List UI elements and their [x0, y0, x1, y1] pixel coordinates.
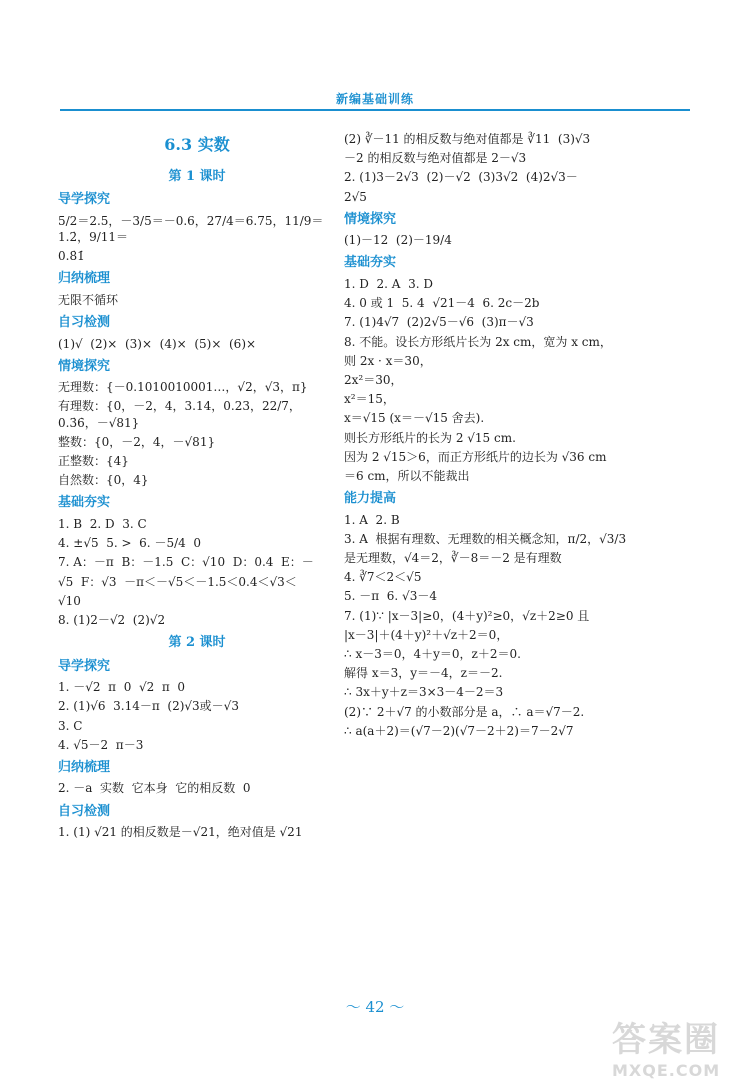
watermark-logo: 答案圈 [612, 1020, 720, 1060]
answer-line: 4. √5－2 π－3 [58, 737, 144, 752]
section-heading: 归纳梳理 [58, 271, 111, 287]
answer-line: 1. A 2. B [344, 512, 400, 527]
answer-line: |x－3|＋(4＋y)²＋√z＋2＝0， [344, 627, 509, 642]
answer-line: 4. 0 或 1 5. 4 √21－4 6. 2c－2b [344, 296, 540, 311]
section-heading: 情境探究 [344, 211, 397, 227]
section-heading: 能力提高 [344, 491, 397, 507]
answer-line: x＝√15 (x＝－√15 舍去). [344, 411, 485, 426]
answer-line: 8. 不能。设长方形纸片长为 2x cm，宽为 x cm， [344, 334, 612, 349]
header-title: 新编基础训练 [335, 92, 414, 106]
answer-line: (2)∵ 2＋√7 的小数部分是 a，∴ a＝√7－2. [344, 704, 585, 719]
answer-line: 1. (1) √21 的相反数是－√21，绝对值是 √21 [58, 825, 303, 840]
answer-line: 1. B 2. D 3. C [58, 516, 147, 531]
answer-line: 解得 x＝3，y＝－4，z＝－2. [344, 666, 503, 681]
answer-line: 因为 2 √15＞6，而正方形纸片的边长为 √36 cm [344, 449, 607, 464]
answer-line: x²＝15， [344, 392, 395, 407]
answer-line: ∴ x－3＝0，4＋y＝0，z＋2＝0. [344, 646, 521, 661]
section-heading: 导学探究 [58, 658, 111, 674]
section-heading: 归纳梳理 [58, 759, 111, 775]
answer-line: 3. A 根据有理数、无理数的相关概念知，π/2，√3/3 [344, 531, 627, 546]
answer-line: 2. －a 实数 它本身 它的相反数 0 [58, 781, 251, 796]
answer-line: ∴ 3x＋y＋z＝3×3－4－2＝3 [344, 685, 504, 700]
answer-line: 7. (1)∵ |x－3|≥0，(4＋y)²≥0，√z＋2≥0 且 [344, 608, 590, 623]
section-heading: 导学探究 [58, 192, 111, 208]
answer-line: 1. D 2. A 3. D [344, 277, 433, 292]
answer-line: 0.8̇1̇ [58, 249, 85, 264]
answer-line: (2) ∛－11 的相反数与绝对值都是 ∛11 (3)√3 [344, 132, 591, 146]
answer-line: 无限不循环 [58, 292, 119, 307]
answer-line: 7. A：－π B：－1.5 C：√10 D：0.4 E：－ [58, 555, 314, 570]
right-column [344, 128, 640, 742]
answer-line: √5 F：√3 －π＜－√5＜－1.5＜0.4＜√3＜ [58, 574, 297, 589]
watermark [612, 1012, 742, 1082]
answer-line: ＝6 cm，所以不能裁出 [344, 468, 470, 483]
lesson-title: 第 2 课时 [168, 635, 226, 651]
answer-line: 整数：{0，－2，4，－√81} [58, 434, 216, 449]
answer-line: 正整数：{4} [58, 454, 129, 469]
right-column-body [344, 131, 640, 739]
section-heading: 情境探究 [58, 358, 111, 374]
answer-line: 3. C [58, 718, 83, 733]
answer-line: 则 2x · x＝30， [344, 353, 432, 368]
answer-line: 自然数：{0，4} [58, 473, 149, 488]
running-header [60, 90, 690, 114]
answer-line: 4. ∛7＜2＜√5 [344, 570, 422, 585]
section-heading: 基础夯实 [58, 495, 111, 511]
section-heading: 基础夯实 [344, 255, 397, 271]
answer-line: 则长方形纸片的长为 2 √15 cm. [344, 430, 516, 445]
answer-line: 有理数：{0，－2，4，3.14，0.23，22/7，0.3̇6̇，－√81} [58, 399, 301, 430]
answer-line: －2 的相反数与绝对值都是 2－√3 [344, 151, 527, 166]
answer-line: 2. (1)3－2√3 (2)－√2 (3)3√2 (4)2√3－ [344, 170, 578, 185]
left-column-body [58, 168, 336, 841]
watermark-url: MXQE.COM [612, 1061, 721, 1080]
answer-line: (1)－12 (2)－19/4 [344, 233, 452, 248]
answer-line: 2x²＝30， [344, 372, 403, 387]
answer-line: ∴ a(a＋2)＝(√7－2)(√7－2＋2)＝7－2√7 [344, 723, 574, 738]
left-column [58, 128, 336, 843]
answer-line: 8. (1)2－√2 (2)√2 [58, 612, 166, 627]
answer-line: √10 [58, 593, 81, 608]
lesson-title: 第 1 课时 [168, 168, 226, 184]
answer-line: 2√5 [344, 189, 367, 204]
answer-line: 是无理数，√4＝2，∛－8＝－2 是有理数 [344, 551, 562, 566]
section-title: 6.3 实数 [164, 135, 230, 154]
answer-line: 5/2＝2.5，－3/5＝－0.6，27/4＝6.75，11/9＝1.2̇，9/11＝ [58, 213, 324, 244]
page-number: ～ 42 ～ [345, 998, 405, 1016]
section-heading: 自习检测 [58, 803, 111, 819]
answer-line: 2. (1)√6 3.14－π (2)√3或－√3 [58, 699, 239, 714]
answer-line: (1)√ (2)× (3)× (4)× (5)× (6)× [58, 336, 257, 351]
answer-line: 4. ±√5 5. > 6. －5/4 0 [58, 536, 202, 551]
answer-line: 7. (1)4√7 (2)2√5－√6 (3)π－√3 [344, 315, 534, 330]
header-rule [60, 109, 690, 111]
answer-line: 无理数：{－0.1010010001…，√2，√3，π} [58, 380, 308, 395]
section-heading: 自习检测 [58, 314, 111, 330]
answer-line: 5. －π 6. √3－4 [344, 589, 437, 604]
answer-line: 1. －√2 π 0 √2 π 0 [58, 680, 186, 695]
